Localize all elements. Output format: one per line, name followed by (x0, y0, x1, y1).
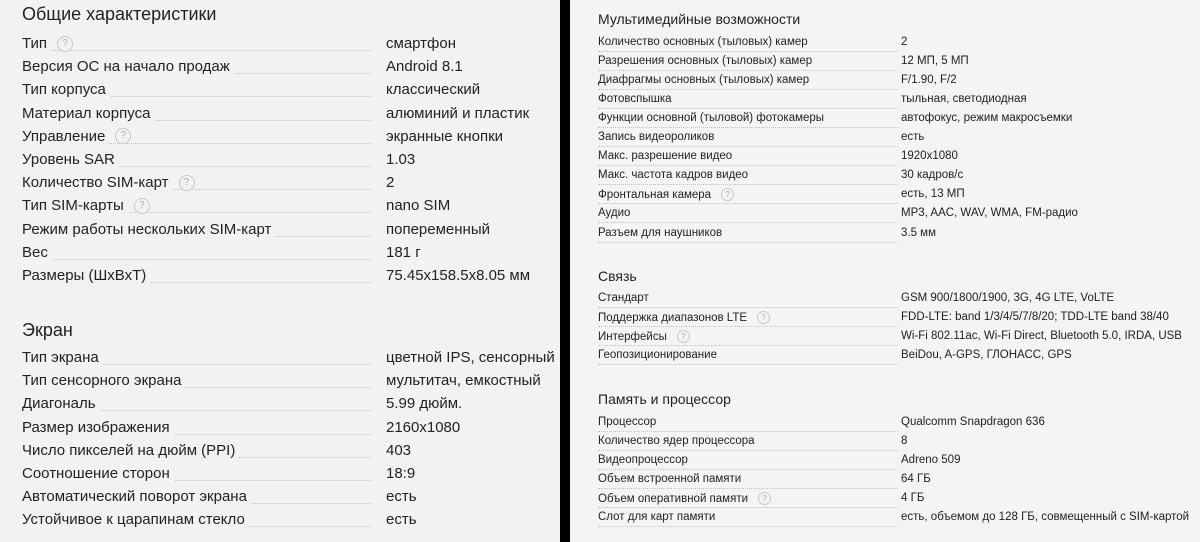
spec-name (22, 174, 195, 191)
spec-name-label: Режим работы нескольких SIM-карт (22, 221, 275, 238)
spec-value: 18:9 (386, 465, 416, 482)
section-title: Память и процессор (598, 391, 731, 407)
spec-name (22, 151, 119, 168)
spec-name-label: Тип экрана (22, 349, 103, 366)
spec-name (22, 35, 73, 52)
spec-name (598, 511, 719, 523)
spec-name (22, 58, 234, 75)
spec-row (0, 105, 560, 125)
spec-name (598, 227, 726, 239)
spec-name-label: Количество основных (тыловых) камер (598, 36, 812, 48)
spec-name (598, 454, 692, 466)
spec-value: FDD-LTE: band 1/3/4/5/7/8/20; TDD-LTE band 38/40 (901, 311, 1169, 324)
help-icon[interactable]: ? (757, 311, 770, 324)
spec-name (598, 349, 721, 361)
spec-name-label: Количество ядер процессора (598, 435, 759, 447)
spec-name-label: Геопозиционирование (598, 349, 721, 361)
leader-dots (598, 242, 898, 243)
spec-name (22, 267, 150, 284)
right-spec-panel (570, 0, 1200, 542)
leader-dots (598, 165, 898, 166)
spec-row (0, 58, 560, 78)
spec-name-label: Версия ОС на начало продаж (22, 58, 234, 75)
spec-value: 12 МП, 5 МП (901, 55, 969, 68)
spec-value: MP3, AAC, WAV, WMA, FM-радио (901, 207, 1078, 220)
spec-name-label: Разрешения основных (тыловых) камер (598, 55, 816, 67)
spec-row (0, 244, 560, 264)
leader-dots (598, 431, 898, 432)
spec-row (570, 330, 1200, 350)
spec-row (0, 465, 560, 485)
help-icon[interactable]: ? (179, 175, 195, 191)
leader-dots (598, 364, 898, 365)
spec-row (570, 227, 1200, 247)
spec-name (598, 492, 771, 505)
help-icon[interactable]: ? (758, 492, 771, 505)
spec-value: 2 (386, 174, 395, 192)
spec-row (0, 488, 560, 508)
spec-value: 2160x1080 (386, 418, 461, 436)
spec-row (570, 492, 1200, 512)
leader-dots (598, 70, 898, 71)
spec-name (22, 105, 154, 122)
help-icon[interactable]: ? (677, 330, 690, 343)
spec-value: есть (386, 488, 417, 506)
spec-value: мультитач, емкостный (386, 372, 541, 390)
spec-name-label: Фронтальная камера (598, 189, 715, 201)
spec-name-label: Автоматический поворот экрана (22, 488, 251, 505)
help-icon[interactable]: ? (721, 188, 734, 201)
spec-value: алюминий и пластик (386, 104, 530, 122)
help-icon[interactable]: ? (134, 198, 150, 214)
section-title: Связь (598, 268, 637, 284)
spec-name (22, 349, 103, 366)
spec-name (598, 169, 752, 181)
left-spec-panel (0, 0, 560, 542)
spec-value: 75.45x158.5x8.05 мм (386, 267, 531, 284)
spec-value: тыльная, светодиодная (901, 93, 1027, 106)
spec-value: 2 (901, 36, 908, 48)
spec-name (598, 36, 812, 48)
spec-name (598, 150, 736, 162)
spec-row (0, 349, 560, 369)
spec-value: 403 (386, 441, 412, 459)
leader-dots (598, 307, 898, 308)
spec-row (570, 454, 1200, 474)
section-title: Экран (22, 320, 73, 340)
spec-row (0, 197, 560, 217)
leader-dots (598, 450, 898, 451)
spec-name-label: Запись видеороликов (598, 131, 718, 143)
spec-value: смартфон (386, 35, 457, 52)
spec-name-label: Стандарт (598, 292, 653, 304)
spec-row (570, 150, 1200, 170)
spec-name-label: Количество SIM-карт (22, 174, 173, 191)
spec-row (0, 151, 560, 171)
spec-value: классический (386, 81, 481, 99)
spec-name (598, 473, 745, 485)
spec-name-label: Интерфейсы (598, 331, 671, 343)
spec-row (570, 311, 1200, 331)
spec-name-label: Соотношение сторон (22, 465, 174, 482)
spec-value: экранные кнопки (386, 127, 504, 145)
spec-name (22, 488, 251, 505)
spec-value: автофокус, режим макросъемки (901, 112, 1073, 125)
leader-dots (598, 127, 898, 128)
spec-row (570, 292, 1200, 312)
spec-value: 5.99 дюйм. (386, 395, 463, 413)
spec-value: 1920x1080 (901, 150, 958, 163)
spec-name (598, 131, 718, 143)
spec-row (0, 511, 560, 531)
spec-name (598, 93, 676, 105)
spec-name-label: Устойчивое к царапинам стекло (22, 511, 249, 528)
spec-name-label: Размер изображения (22, 419, 174, 436)
spec-name (22, 419, 174, 436)
leader-dots (598, 89, 898, 90)
spec-name (598, 55, 816, 67)
spec-value: F/1.90, F/2 (901, 74, 957, 87)
spec-row (570, 36, 1200, 56)
spec-value: BeiDou, A-GPS, ГЛОНАСС, GPS (901, 349, 1072, 362)
section-title: Мультимедийные возможности (598, 11, 801, 27)
spec-value: nano SIM (386, 197, 451, 215)
spec-name (22, 372, 185, 389)
spec-name (22, 81, 110, 98)
leader-dots (598, 51, 898, 52)
spec-name (598, 435, 759, 447)
spec-row (0, 395, 560, 415)
spec-name-label: Тип сенсорного экрана (22, 372, 185, 389)
spec-row (570, 74, 1200, 94)
spec-name-label: Вес (22, 244, 52, 261)
spec-row (0, 35, 560, 55)
spec-name-label: Объем встроенной памяти (598, 473, 745, 485)
spec-name (598, 207, 634, 219)
spec-value: 1.03 (386, 151, 416, 168)
leader-dots (22, 259, 372, 260)
spec-name (598, 188, 734, 201)
spec-value: 64 ГБ (901, 473, 931, 486)
spec-name-label: Функции основной (тыловой) фотокамеры (598, 112, 828, 124)
leader-dots (598, 507, 898, 508)
spec-name (22, 197, 150, 214)
spec-row (570, 188, 1200, 208)
spec-value: GSM 900/1800/1900, 3G, 4G LTE, VoLTE (901, 292, 1115, 304)
spec-value: есть (386, 511, 417, 529)
spec-name-label: Процессор (598, 416, 660, 428)
spec-row (570, 131, 1200, 151)
spec-row (570, 55, 1200, 75)
spec-name-label: Тип (22, 35, 51, 52)
spec-row (570, 93, 1200, 113)
leader-dots (598, 108, 898, 109)
spec-row (0, 174, 560, 194)
spec-value: Qualcomm Snapdragon 636 (901, 416, 1045, 428)
spec-name-label: Размеры (ШхВхТ) (22, 267, 150, 284)
spec-name-label: Диагональ (22, 395, 100, 412)
spec-row (570, 207, 1200, 227)
leader-dots (598, 146, 898, 147)
spec-name (22, 221, 275, 238)
spec-value: 30 кадров/с (901, 169, 964, 182)
spec-name-label: Фотовспышка (598, 93, 676, 105)
spec-name (22, 442, 239, 459)
spec-name (22, 511, 249, 528)
spec-row (0, 128, 560, 148)
spec-name-label: Тип SIM-карты (22, 197, 128, 214)
spec-name-label: Тип корпуса (22, 81, 110, 98)
spec-name (598, 416, 660, 428)
spec-name (598, 74, 813, 86)
spec-value: Adreno 509 (901, 454, 961, 467)
spec-name-label: Управление (22, 128, 109, 145)
spec-name (598, 311, 770, 324)
spec-value: 4 ГБ (901, 492, 925, 505)
help-icon[interactable]: ? (115, 128, 131, 144)
spec-row (0, 81, 560, 101)
spec-name-label: Разъем для наушников (598, 227, 726, 239)
spec-value: 181 г (386, 243, 421, 261)
spec-row (0, 419, 560, 439)
spec-value: 3.5 мм (901, 226, 936, 239)
spec-name-label: Число пикселей на дюйм (PPI) (22, 442, 239, 459)
spec-name-label: Макс. частота кадров видео (598, 169, 752, 181)
spec-row (570, 473, 1200, 493)
spec-row (570, 169, 1200, 189)
spec-row (570, 112, 1200, 132)
spec-row (0, 442, 560, 462)
spec-name-label: Уровень SAR (22, 151, 119, 168)
leader-dots (598, 526, 898, 527)
spec-value: попеременный (386, 220, 490, 238)
leader-dots (598, 184, 898, 185)
spec-value: есть, объемом до 128 ГБ, совмещенный с SIM-картой (901, 511, 1190, 524)
spec-name-label: Материал корпуса (22, 105, 154, 122)
spec-name (598, 292, 653, 304)
spec-value: Android 8.1 (386, 58, 463, 76)
spec-name (598, 112, 828, 124)
spec-row (0, 372, 560, 392)
spec-name-label: Объем оперативной памяти (598, 493, 752, 505)
leader-dots (598, 488, 898, 489)
spec-name-label: Поддержка диапазонов LTE (598, 312, 751, 324)
spec-name-label: Слот для карт памяти (598, 511, 719, 523)
spec-value: цветной IPS, сенсорный (386, 349, 555, 366)
spec-name (22, 465, 174, 482)
section-title: Общие характеристики (22, 4, 217, 24)
spec-row (0, 267, 560, 287)
spec-name (22, 128, 131, 145)
spec-name-label: Макс. разрешение видео (598, 150, 736, 162)
spec-name-label: Диафрагмы основных (тыловых) камер (598, 74, 813, 86)
spec-name (22, 395, 100, 412)
leader-dots (598, 469, 898, 470)
leader-dots (598, 203, 898, 204)
spec-row (570, 416, 1200, 436)
spec-name (598, 330, 690, 343)
spec-row (0, 221, 560, 241)
leader-dots (598, 326, 898, 327)
spec-value: Wi-Fi 802.11ac, Wi-Fi Direct, Bluetooth 5.0, IRDA, USB (901, 330, 1182, 343)
leader-dots (598, 222, 898, 223)
spec-value: есть, 13 МП (901, 188, 965, 201)
leader-dots (598, 345, 898, 346)
help-icon[interactable]: ? (57, 36, 73, 52)
spec-row (570, 435, 1200, 455)
spec-name-label: Видеопроцессор (598, 454, 692, 466)
spec-row (570, 511, 1200, 531)
spec-value: 8 (901, 435, 908, 448)
leader-dots (22, 50, 372, 51)
spec-row (570, 349, 1200, 369)
spec-value: есть (901, 131, 925, 144)
spec-name-label: Аудио (598, 207, 634, 219)
spec-name (22, 244, 52, 261)
